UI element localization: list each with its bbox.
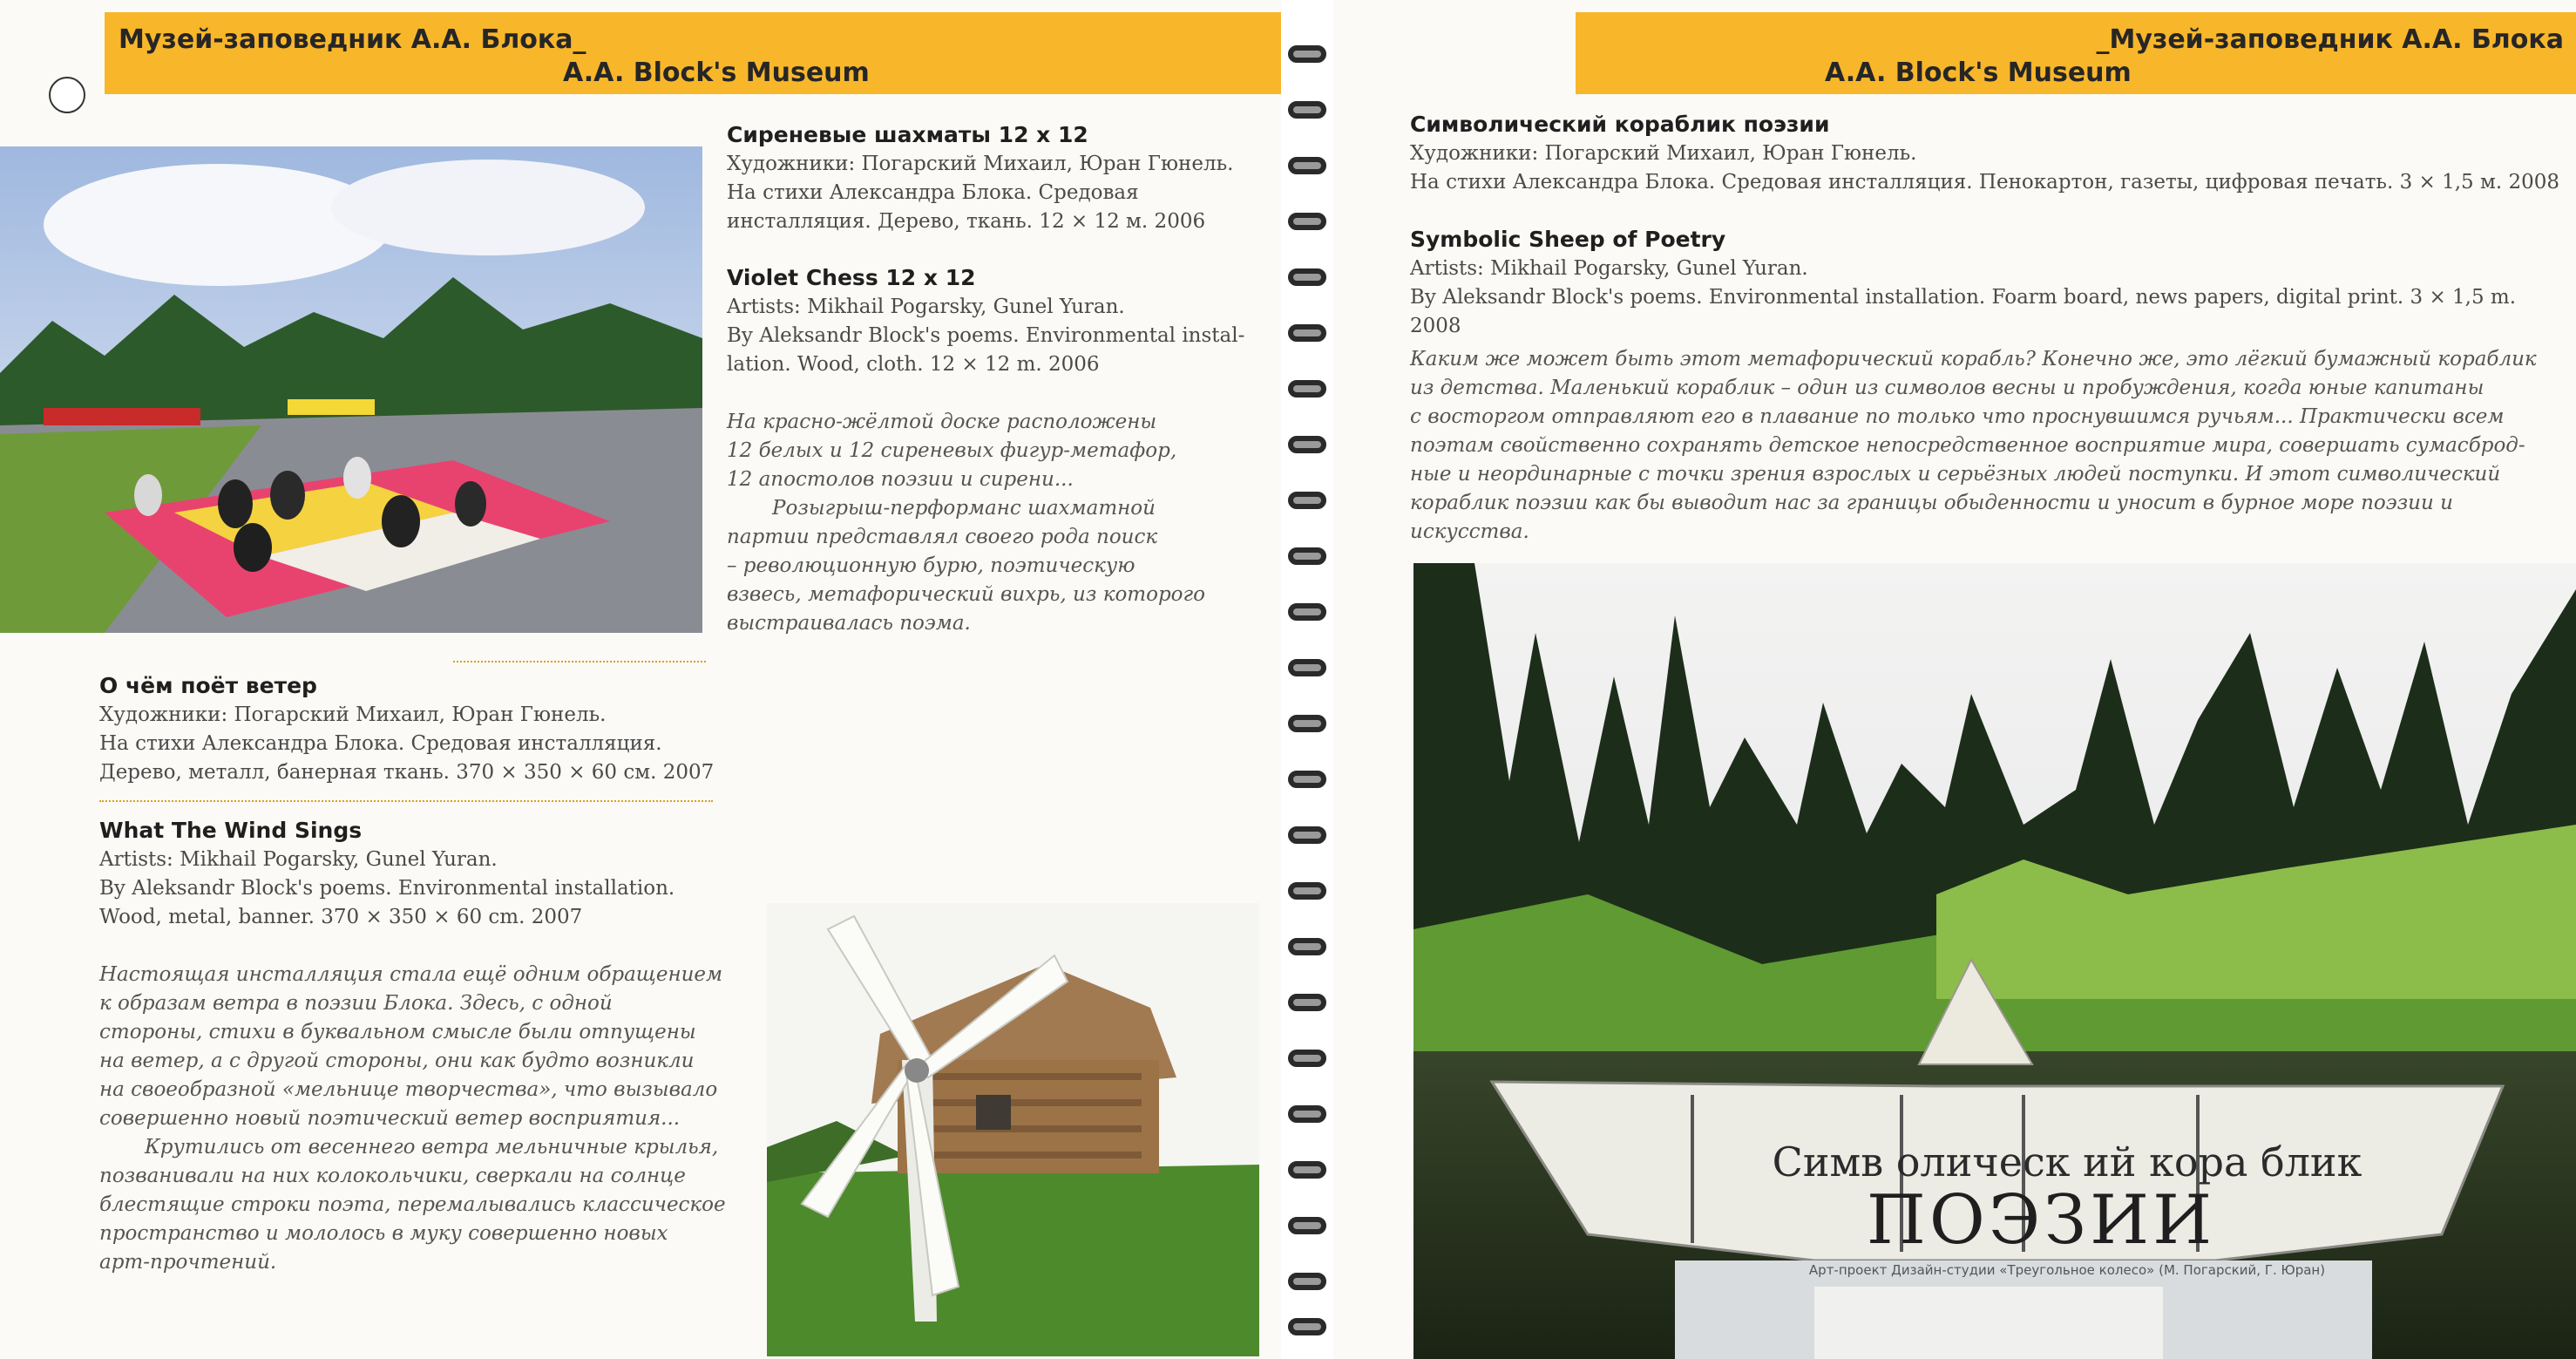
binding-ring xyxy=(1288,1050,1326,1067)
binding-ring xyxy=(1288,436,1326,453)
wind-body-ru xyxy=(99,701,714,787)
windmill-photo xyxy=(767,903,1259,1356)
header-title-en-left: A.A. Block's Museum xyxy=(563,58,870,88)
chess-body-en xyxy=(727,293,1244,379)
binding-ring xyxy=(1288,268,1326,286)
text-line: Художники: Погарский Михаил, Юран Гюнель. xyxy=(1410,142,1917,165)
text-line: Wood, metal, banner. 370 × 350 × 60 cm. 2007 xyxy=(99,906,583,928)
text-line: с восторгом отправляют его в плавание по только что проснувшимся ручьям... Практически всем xyxy=(1410,405,2505,428)
wind-description xyxy=(99,961,726,1277)
binding-ring xyxy=(1288,380,1326,398)
text-line: ные и неординарные с точки зрения взрослых и серьёзных людей поступки. И этот символический xyxy=(1410,463,2501,486)
text-line: Крутились от весеннего ветра мельничные крылья, xyxy=(145,1136,719,1159)
text-line: из детства. Маленький кораблик – один из символов весны и пробуждения, когда юные капитаны xyxy=(1410,377,2484,399)
binding-ring xyxy=(1288,1217,1326,1234)
binding-ring xyxy=(1288,101,1326,119)
divider xyxy=(99,800,713,802)
spiral-binding xyxy=(1281,0,1333,1359)
binding-ring xyxy=(1288,1318,1326,1335)
text-line: взвесь, метафорический вихрь, из которого xyxy=(727,583,1206,606)
text-line: На стихи Александра Блока. Средовая xyxy=(727,181,1139,204)
binding-ring xyxy=(1288,547,1326,565)
text-line: 12 белых и 12 сиреневых фигур-метафор, xyxy=(727,439,1177,462)
ship-description xyxy=(1410,345,2537,547)
text-line: пространство и мололось в муку совершенно новых xyxy=(99,1222,668,1245)
header-band-left xyxy=(105,12,1281,94)
boat-text-line-3: Арт-проект Дизайн-студии «Треугольное колесо» (М. Погарский, Г. Юран) xyxy=(1808,1262,2326,1278)
text-line: Дерево, металл, банерная ткань. 370 × 350 × 60 см. 2007 xyxy=(99,761,715,784)
chess-title-en: Violet Chess 12 х 12 xyxy=(727,265,976,290)
wind-title-ru: О чём поёт ветер xyxy=(99,673,317,698)
text-line: By Aleksandr Block's poems. Environmental installation. xyxy=(99,877,675,900)
text-line: поэтам свойственно сохранять детское непосредственное восприятие мира, совершать сумасброд- xyxy=(1410,434,2525,457)
text-line: позванивали на них колокольчики, сверкали на солнце xyxy=(99,1165,686,1187)
binding-ring xyxy=(1288,157,1326,174)
text-line: 2008 xyxy=(1410,315,1461,337)
binder-hole xyxy=(49,77,85,113)
paper-boat-photo xyxy=(1413,563,2576,1359)
text-line: арт-прочтений. xyxy=(99,1251,277,1274)
ship-title-en: Symbolic Sheep of Poetry xyxy=(1410,227,1726,252)
binding-ring xyxy=(1288,994,1326,1011)
text-line: совершенно новый поэтический ветер восприятия... xyxy=(99,1107,681,1130)
boat-text-line-1: Симв олическ ий кора блик xyxy=(1772,1138,2362,1186)
header-title-en-right: A.A. Block's Museum xyxy=(1825,58,2132,88)
text-line: 12 апостолов поэзии и сирени... xyxy=(727,468,1074,491)
binding-ring xyxy=(1288,492,1326,509)
binding-ring xyxy=(1288,603,1326,621)
text-line: кораблик поэзии как бы выводит нас за границы обыденности и уносит в бурное море поэзии и xyxy=(1410,492,2453,514)
binding-ring xyxy=(1288,715,1326,732)
ship-body-en xyxy=(1410,255,2516,341)
text-line: Художники: Погарский Михаил, Юран Гюнель. xyxy=(99,703,607,726)
text-line: Художники: Погарский Михаил, Юран Гюнель. xyxy=(727,153,1234,175)
text-line: выстраивалась поэма. xyxy=(727,612,971,635)
header-band-right xyxy=(1576,12,2576,94)
binding-ring xyxy=(1288,324,1326,342)
divider xyxy=(453,661,706,663)
chess-description xyxy=(727,408,1205,638)
text-line: на своеобразной «мельнице творчества», что вызывало xyxy=(99,1078,718,1101)
chess-body-ru xyxy=(727,150,1233,236)
text-line: Розыгрыш-перформанс шахматной xyxy=(772,497,1156,520)
binding-ring xyxy=(1288,1161,1326,1179)
text-line: lation. Wood, cloth. 12 × 12 m. 2006 xyxy=(727,353,1100,376)
text-line: Artists: Mikhail Pogarsky, Gunel Yuran. xyxy=(99,848,498,871)
text-line: стороны, стихи в буквальном смысле были отпущены xyxy=(99,1021,696,1043)
left-page xyxy=(0,0,1281,1359)
text-line: на ветер, а с другой стороны, они как будто возникли xyxy=(99,1050,695,1072)
text-line: – революционную бурю, поэтическую xyxy=(727,554,1135,577)
chess-title-ru: Сиреневые шахматы 12 х 12 xyxy=(727,122,1088,147)
text-line: Artists: Mikhail Pogarsky, Gunel Yuran. xyxy=(1410,257,1808,280)
wind-title-en: What The Wind Sings xyxy=(99,818,363,843)
text-line: искусства. xyxy=(1410,520,1529,543)
text-line: На стихи Александра Блока. Средовая инсталляция. xyxy=(99,732,662,755)
binding-ring xyxy=(1288,659,1326,676)
binding-ring xyxy=(1288,938,1326,955)
boat-print xyxy=(1501,1138,2459,1278)
binding-ring xyxy=(1288,1105,1326,1123)
chess-photo xyxy=(0,146,702,633)
binding-ring xyxy=(1288,771,1326,788)
binding-ring xyxy=(1288,1273,1326,1290)
text-line: Каким же может быть этот метафорический корабль? Конечно же, это лёгкий бумажный кораблик xyxy=(1410,348,2537,370)
text-line: На красно-жёлтой доске расположены xyxy=(727,411,1157,433)
right-page xyxy=(1333,0,2576,1359)
header-title-ru-left: Музей-заповедник А.А. Блока_ xyxy=(119,24,586,55)
ship-body-ru xyxy=(1410,139,2559,197)
wind-body-en xyxy=(99,846,675,932)
binding-ring xyxy=(1288,826,1326,844)
text-line: к образам ветра в поэзии Блока. Здесь, с одной xyxy=(99,992,613,1015)
boat-text-line-2: ПОЭЗИИ xyxy=(1866,1181,2216,1260)
text-line: By Aleksandr Block's poems. Environmental installation. Foarm board, news papers, digital print. 3 × 1,5 m. xyxy=(1410,286,2517,309)
binding-ring xyxy=(1288,882,1326,900)
text-line: На стихи Александра Блока. Средовая инсталляция. Пенокартон, газеты, цифровая печать. 3 × 1,5 м. 2008 xyxy=(1410,171,2560,194)
header-title-ru-right: _Музей-заповедник А.А. Блока xyxy=(2096,24,2564,55)
text-line: Настоящая инсталляция стала ещё одним обращением xyxy=(99,963,723,986)
binding-ring xyxy=(1288,45,1326,63)
text-line: инсталляция. Дерево, ткань. 12 × 12 м. 2006 xyxy=(727,210,1206,233)
text-line: By Aleksandr Block's poems. Environmental instal- xyxy=(727,324,1245,347)
ship-title-ru: Символический кораблик поэзии xyxy=(1410,112,1830,137)
text-line: партии представлял своего рода поиск xyxy=(727,526,1158,548)
text-line: Artists: Mikhail Pogarsky, Gunel Yuran. xyxy=(727,296,1125,318)
binding-ring xyxy=(1288,213,1326,230)
text-line: блестящие строки поэта, перемалывались классическое xyxy=(99,1193,726,1216)
